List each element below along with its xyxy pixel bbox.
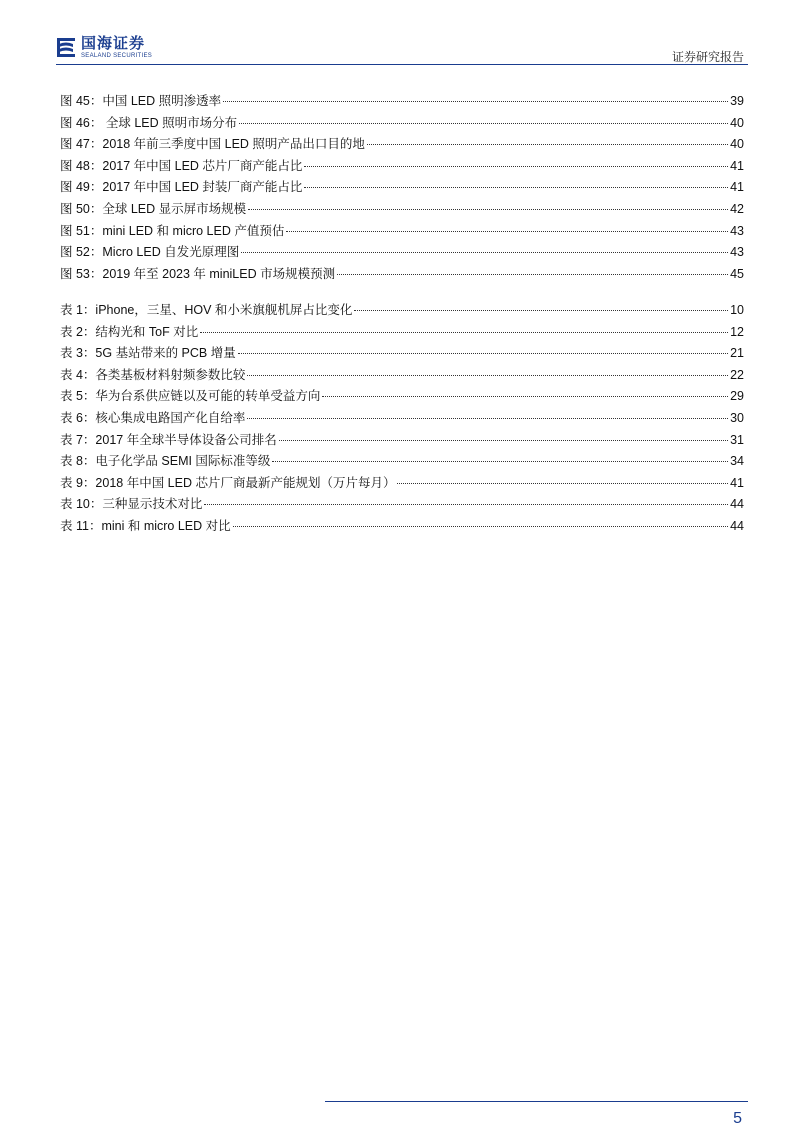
table-index xyxy=(60,300,744,538)
dot-leader xyxy=(247,418,728,419)
toc-row-table-4[interactable] xyxy=(60,365,744,387)
logo-chinese-name: 国海证券 xyxy=(81,35,146,52)
sealand-logo-icon xyxy=(56,36,76,58)
toc-page: 45 xyxy=(730,266,744,281)
toc-page: 40 xyxy=(730,137,744,152)
toc-page: 43 xyxy=(730,223,744,238)
dot-leader xyxy=(247,375,728,376)
toc-row-table-2[interactable] xyxy=(60,322,744,344)
toc-page: 40 xyxy=(730,115,744,130)
toc-label: 图 49：2017 年中国 LED 封装厂商产能占比 xyxy=(60,180,303,195)
toc-page: 31 xyxy=(730,432,744,447)
toc-label: 表 5：华为台系供应链以及可能的转单受益方向 xyxy=(60,389,321,404)
dot-leader xyxy=(279,440,728,441)
toc-row-figure-45[interactable] xyxy=(60,91,744,113)
page-header xyxy=(0,0,802,70)
figure-index xyxy=(60,91,744,285)
toc-row-figure-53[interactable] xyxy=(60,264,744,286)
toc-label: 表 2：结构光和 ToF 对比 xyxy=(60,324,199,339)
toc-page: 44 xyxy=(730,497,744,512)
dot-leader xyxy=(304,187,728,188)
toc-page: 22 xyxy=(730,367,744,382)
toc-page: 42 xyxy=(730,201,744,216)
toc-label: 表 9：2018 年中国 LED 芯片厂商最新产能规划（万片每月） xyxy=(60,475,396,490)
dot-leader xyxy=(286,231,728,232)
toc-row-table-7[interactable] xyxy=(60,430,744,452)
dot-leader xyxy=(397,483,728,484)
toc-row-figure-52[interactable] xyxy=(60,242,744,264)
toc-row-figure-48[interactable] xyxy=(60,156,744,178)
toc-label: 图 51：mini LED 和 micro LED 产值预估 xyxy=(60,223,285,238)
dot-leader xyxy=(239,123,728,124)
toc-row-table-6[interactable] xyxy=(60,408,744,430)
dot-leader xyxy=(241,252,728,253)
toc-label: 图 50：全球 LED 显示屏市场规模 xyxy=(60,201,247,216)
toc-page: 29 xyxy=(730,389,744,404)
company-logo xyxy=(56,36,152,60)
dot-leader xyxy=(200,332,728,333)
toc-page: 41 xyxy=(730,180,744,195)
toc-label: 表 8：电子化学品 SEMI 国际标准等级 xyxy=(60,454,271,469)
toc-row-table-10[interactable] xyxy=(60,494,744,516)
toc-label: 图 48：2017 年中国 LED 芯片厂商产能占比 xyxy=(60,158,303,173)
toc-label: 表 4：各类基板材料射频参数比较 xyxy=(60,367,246,382)
dot-leader xyxy=(204,504,728,505)
toc-row-figure-46[interactable] xyxy=(60,113,744,135)
toc-label: 图 53：2019 年至 2023 年 miniLED 市场规模预测 xyxy=(60,266,336,281)
toc-row-table-11[interactable] xyxy=(60,516,744,538)
toc-row-table-8[interactable] xyxy=(60,451,744,473)
dot-leader xyxy=(238,353,728,354)
toc-page: 41 xyxy=(730,158,744,173)
footer-divider xyxy=(325,1101,748,1102)
toc-label: 表 10：三种显示技术对比 xyxy=(60,497,203,512)
toc-page: 30 xyxy=(730,410,744,425)
toc-label: 表 1：iPhone，三星、HOV 和小米旗舰机屏占比变化 xyxy=(60,303,353,317)
toc-row-figure-51[interactable] xyxy=(60,221,744,243)
logo-english-name: SEALAND SECURITIES xyxy=(81,53,153,59)
toc-row-table-3[interactable] xyxy=(60,343,744,365)
toc-row-figure-47[interactable] xyxy=(60,134,744,156)
toc-page: 41 xyxy=(730,475,744,490)
toc-label: 图 45：中国 LED 照明渗透率 xyxy=(60,94,222,108)
toc-label: 表 6：核心集成电路国产化自给率 xyxy=(60,410,246,425)
toc-row-table-9[interactable] xyxy=(60,473,744,495)
dot-leader xyxy=(272,461,728,462)
dot-leader xyxy=(322,396,728,397)
toc-page: 39 xyxy=(730,94,744,108)
toc-row-table-5[interactable] xyxy=(60,386,744,408)
dot-leader xyxy=(233,526,728,527)
toc-label: 图 46： 全球 LED 照明市场分布 xyxy=(60,115,238,130)
toc-page: 21 xyxy=(730,346,744,361)
dot-leader xyxy=(367,144,728,145)
toc-label: 图 47：2018 年前三季度中国 LED 照明产品出口目的地 xyxy=(60,137,365,152)
toc-label: 图 52：Micro LED 自发光原理图 xyxy=(60,245,240,260)
toc-row-figure-50[interactable] xyxy=(60,199,744,221)
toc-page: 44 xyxy=(730,518,744,533)
dot-leader xyxy=(337,274,728,275)
toc-page: 10 xyxy=(730,303,744,317)
toc-row-table-1[interactable] xyxy=(60,300,744,322)
toc-label: 表 3：5G 基站带来的 PCB 增量 xyxy=(60,346,236,361)
report-type-label: 证券研究报告 xyxy=(671,50,744,64)
header-divider xyxy=(56,64,748,65)
page-number: 5 xyxy=(733,1110,742,1127)
toc-row-figure-49[interactable] xyxy=(60,177,744,199)
toc-page: 12 xyxy=(730,324,744,339)
toc-page: 43 xyxy=(730,245,744,260)
dot-leader xyxy=(223,101,728,102)
toc-label: 表 7：2017 年全球半导体设备公司排名 xyxy=(60,432,277,447)
toc-label: 表 11：mini 和 micro LED 对比 xyxy=(60,518,231,533)
toc-page: 34 xyxy=(730,454,744,469)
dot-leader xyxy=(304,166,728,167)
dot-leader xyxy=(248,209,728,210)
dot-leader xyxy=(354,310,728,311)
